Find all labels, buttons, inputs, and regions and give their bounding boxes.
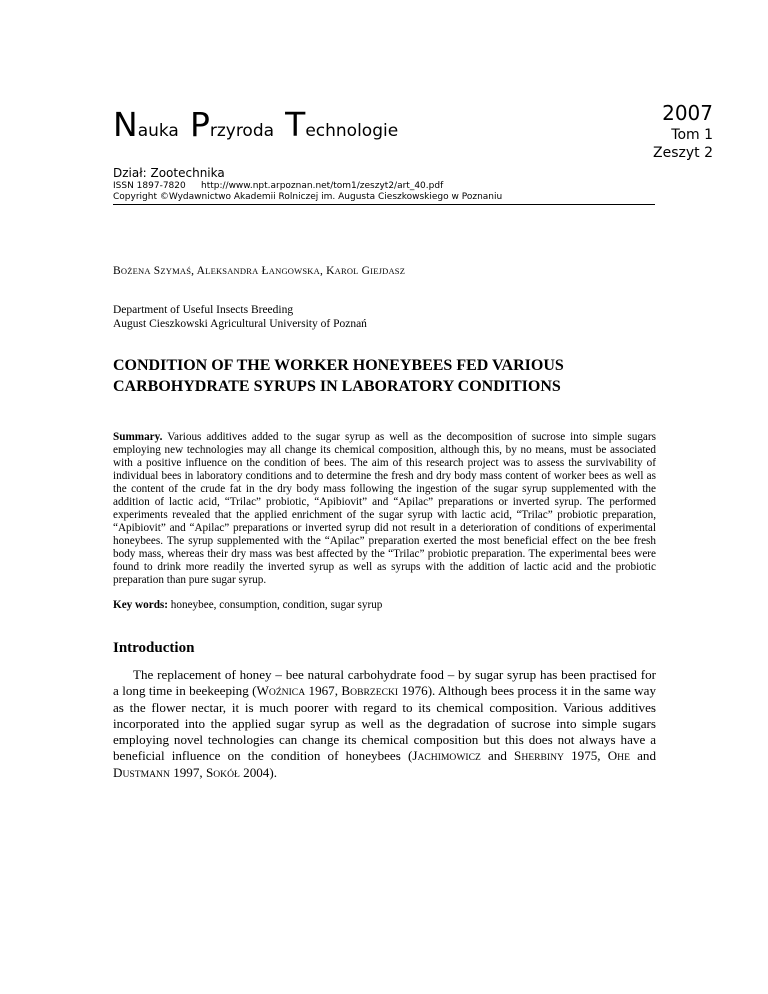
journal-masthead — [113, 100, 713, 160]
journal-title-word: auka — [137, 121, 179, 141]
article-summary — [113, 431, 656, 587]
introduction-paragraph: The replacement of honey – bee natural carbohydrate food – by sugar syrup has been practised for a long time in beekeeping (WOŹNICA 1967, BOBRZECKI 1976). Although bees process it in the same way as the flower nectar, it is much poorer with regard to its chemical composition. Various additives incorporated into the applied sugar syrup as well as the degradation of sucrose into simple sugars employing novel technologies can change its chemical composition but this does not always have a beneficial influence on the condition of honeybees (JACHIMOWICZ and SHERBINY 1975, OHE and DUSTMANN 1997, SOKÓŁ 2004). — [113, 667, 657, 781]
keywords-label: Key words: — [113, 599, 168, 611]
citation: BOBRZECKI 1976). — [341, 682, 439, 698]
article-keywords — [113, 599, 656, 612]
affiliation-university: August Cieszkowski Agricultural University of Poznań — [113, 318, 367, 330]
journal-copyright: Copyright ©Wydawnictwo Akademii Rolniczej im. Augusta Cieszkowskiego w Poznaniu — [113, 192, 503, 202]
summary-label: Summary. — [113, 431, 163, 443]
header-divider — [113, 204, 655, 205]
summary-text: Various additives added to the sugar syrup as well as the decomposition of sucrose into simple sugars employing new technologies may all change its chemical composition, although this, by no means, must be associated with a positive influence on the condition of bees. The aim of this research project was to assess the survivability of individual bees in laboratory conditions and to determine the fresh and dry body mass content of worker bees as well as the content of the crude fat in the dry body mass following the ingestion of the sugar syrup supplemented with the addition of lactic acid, “Trilac” probiotic, “Apibiovit” and “Apilac” preparations or inverted syrup. The performed experiments revealed that the applied enrichment of the sugar syrup with lactic acid, “Trilac” probiotic preparation, “Apibiovit” and “Apilac” preparations or inverted syrup did not result in a deterioration of conditions of experimental honeybees. The syrup supplemented with the “Apilac” preparation exerted the most beneficial effect on the bee fresh body mass, whereas their dry mass was best affected by the “Trilac” probiotic preparation. The experimental bees were found to drink more readily the inverted syrup as well as syrups with the addition of lactic acid and the probiotic preparation than pure sugar syrup. — [113, 431, 656, 586]
author: KAROL GIEJDASZ — [326, 265, 406, 277]
section-heading-introduction: Introduction — [113, 640, 195, 656]
journal-year: 2007 — [662, 101, 713, 125]
journal-title — [113, 105, 404, 151]
journal-section: Dział: Zootechnika — [113, 166, 225, 180]
citation: SOKÓŁ 2004). — [205, 765, 277, 781]
author: ALEKSANDRA ŁANGOWSKA — [196, 265, 320, 277]
journal-volume: Tom 1 — [671, 127, 713, 143]
affiliation-department: Department of Useful Insects Breeding — [113, 304, 294, 316]
citation: JACHIMOWICZ and SHERBINY 1975, — [412, 747, 608, 763]
journal-title-word: echnologie — [305, 121, 399, 141]
article-title: CONDITION OF THE WORKER HONEYBEES FED VARIOUS CARBOHYDRATE SYRUPS IN LABORATORY CONDITIONS — [113, 357, 564, 395]
journal-meta — [113, 181, 713, 203]
journal-title-word: rzyroda — [209, 121, 275, 141]
keywords-text: honeybee, consumption, condition, sugar syrup — [170, 599, 383, 611]
author: BOŻENA SZYMAŚ — [113, 265, 192, 277]
citation: OHE and DUSTMANN 1997, — [113, 747, 657, 781]
author-list: BOŻENA SZYMAŚ, ALEKSANDRA ŁANGOWSKA, KAROL GIEJDASZ — [113, 265, 406, 277]
journal-issue: Zeszyt 2 — [653, 145, 713, 161]
journal-url: http://www.npt.arpoznan.net/tom1/zeszyt2/art_40.pdf — [201, 181, 444, 191]
journal-title-initial: T — [285, 105, 306, 144]
citation: WOŹNICA 1967, — [256, 682, 342, 698]
journal-issn: ISSN 1897-7820 — [113, 181, 186, 191]
journal-title-initial: P — [189, 105, 210, 144]
journal-issue-info — [653, 100, 713, 162]
author-affiliation — [113, 303, 367, 331]
journal-title-initial: N — [113, 105, 138, 144]
